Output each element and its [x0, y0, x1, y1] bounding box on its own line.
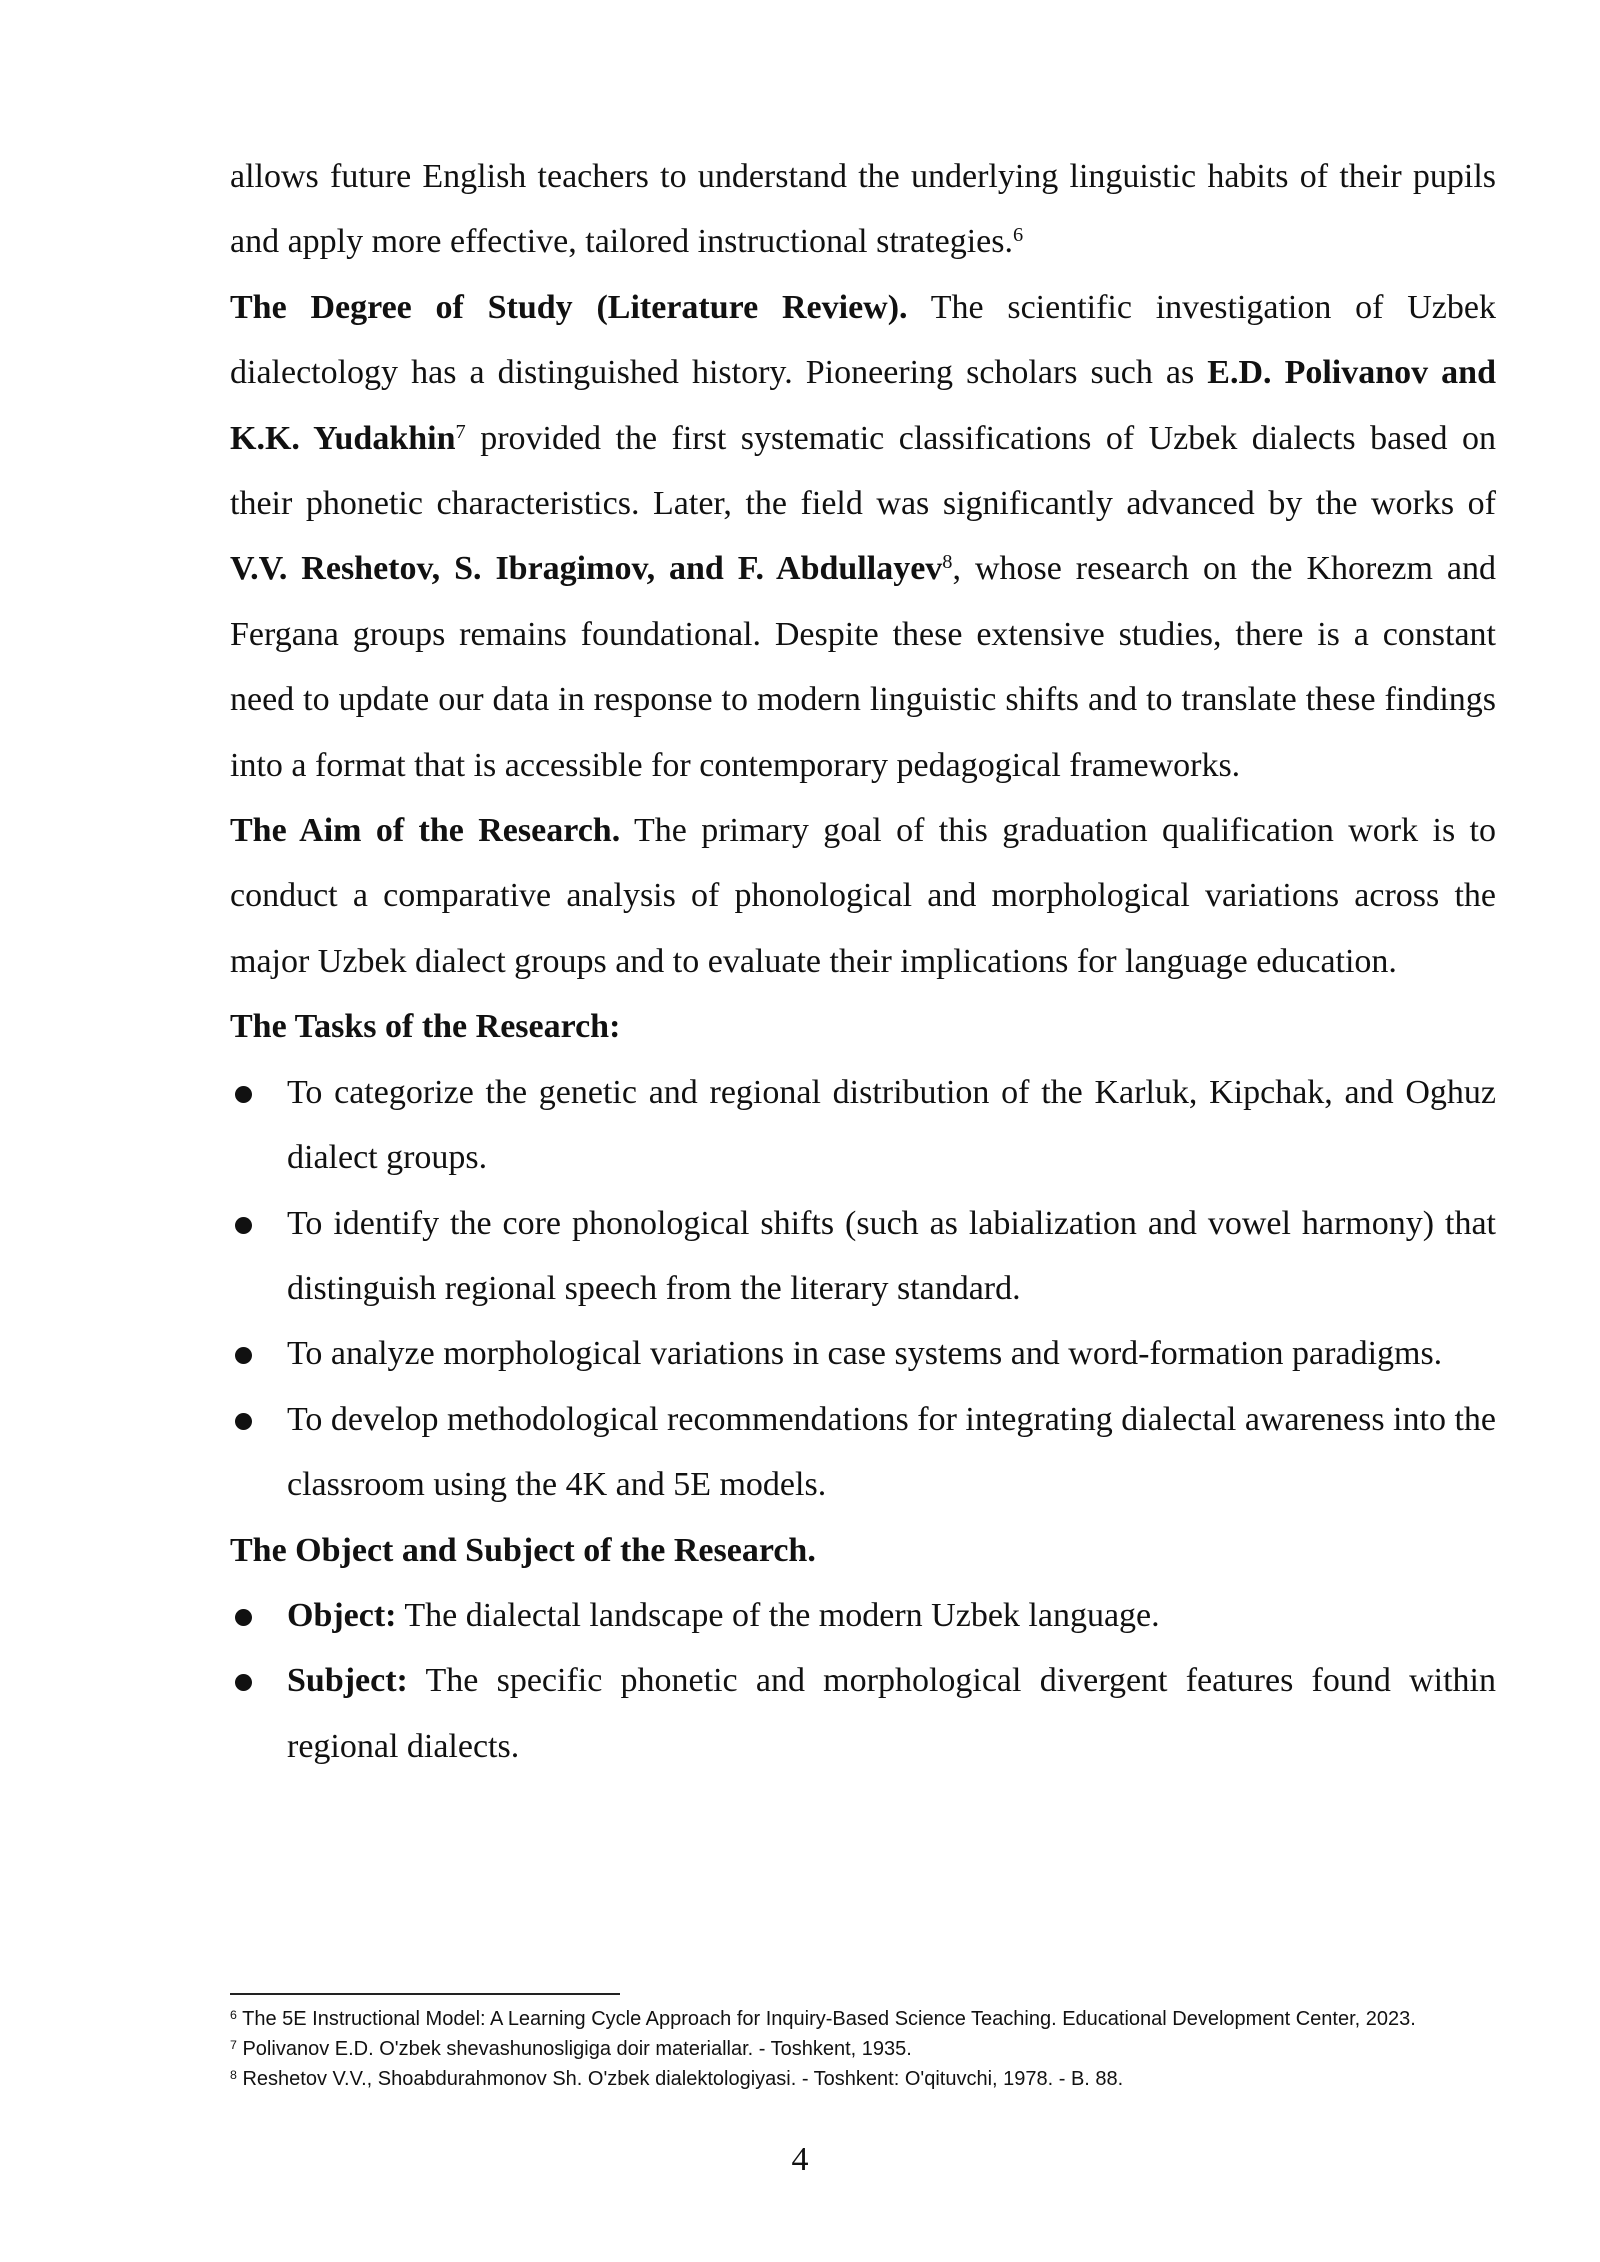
degree-of-study-paragraph	[230, 275, 1496, 798]
object-label: Object:	[287, 1596, 397, 1634]
task-item: To develop methodological recommendations for integrating dialectal awareness into the classroom using the 4K and 5E models.	[230, 1387, 1496, 1518]
body-text	[230, 144, 1496, 1779]
degree-text-3: , whose research on the Khorezm and Fergana groups remains foundational. Despite these extensive studies, there is a constant need to update our data in response to modern linguistic shifts and to translate these findings into a format that is accessible for contemporary pedagogical frameworks.	[230, 550, 1496, 784]
page-number: 4	[791, 2141, 809, 2178]
tasks-heading: The Tasks of the Research:	[230, 1008, 621, 1046]
subject-item	[230, 1648, 1496, 1779]
footnote	[230, 2004, 1496, 2034]
task-item: To categorize the genetic and regional distribution of the Karluk, Kipchak, and Oghuz dialect groups.	[230, 1060, 1496, 1191]
tasks-list	[230, 1060, 1496, 1518]
degree-text-2: provided the first systematic classifications of Uzbek dialects based on their phonetic characteristics. Later, the field was significantly advanced by the works of	[230, 419, 1496, 523]
footnote-ref-8: 8	[942, 551, 953, 574]
aim-heading: The Aim of the Research.	[230, 812, 621, 850]
footnote	[230, 2064, 1496, 2094]
scholars-names-2: V.V. Reshetov, S. Ibragimov, and F. Abdullayev	[230, 550, 943, 588]
subject-text: The specific phonetic and morphological divergent features found within regional dialects.	[287, 1662, 1496, 1765]
footnote-number: 8	[230, 2067, 237, 2082]
intro-paragraph	[230, 144, 1496, 275]
aim-text: The primary goal of this graduation qualification work is to conduct a comparative analysis of phonological and morphological variations across the major Uzbek dialect groups and to evaluate their implications for language education.	[230, 812, 1496, 980]
object-subject-list	[230, 1583, 1496, 1779]
degree-text-1: The scientific investigation of Uzbek dialectology has a distinguished history. Pioneering scholars such as	[230, 288, 1496, 392]
footnote-number: 7	[230, 2037, 237, 2052]
footnote-number: 6	[230, 2007, 237, 2022]
footnote-text: Reshetov V.V., Shoabdurahmonov Sh. O'zbek dialektologiyasi. - Toshkent: O'qituvchi, 1978. - B. 88.	[242, 2068, 1124, 2090]
object-item	[230, 1583, 1496, 1648]
footnote-ref-7: 7	[455, 420, 466, 443]
footnote-text: The 5E Instructional Model: A Learning Cycle Approach for Inquiry-Based Science Teaching. Educational Development Center, 2023.	[242, 2008, 1416, 2030]
footnote	[230, 2034, 1496, 2064]
footnote-text: Polivanov E.D. O'zbek shevashunosligiga doir materiallar. - Toshkent, 1935.	[242, 2038, 912, 2060]
task-item: To identify the core phonological shifts (such as labialization and vowel harmony) that distinguish regional speech from the literary standard.	[230, 1191, 1496, 1322]
subject-label: Subject:	[287, 1662, 408, 1700]
aim-paragraph	[230, 798, 1496, 994]
footnote-separator	[230, 1993, 620, 1995]
object-subject-heading: The Object and Subject of the Research.	[230, 1531, 816, 1569]
task-item: To analyze morphological variations in case systems and word-formation paradigms.	[230, 1321, 1496, 1386]
intro-text: allows future English teachers to understand the underlying linguistic habits of their pupils and apply more effective, tailored instructional strategies.	[230, 158, 1496, 261]
footnotes	[230, 2004, 1496, 2094]
scholars-names-1: E.D. Polivanov and K.K. Yudakhin	[230, 354, 1496, 457]
object-text: The dialectal landscape of the modern Uzbek language.	[396, 1596, 1160, 1634]
degree-of-study-heading: The Degree of Study (Literature Review).	[230, 288, 908, 326]
footnote-ref-6: 6	[1012, 224, 1024, 247]
